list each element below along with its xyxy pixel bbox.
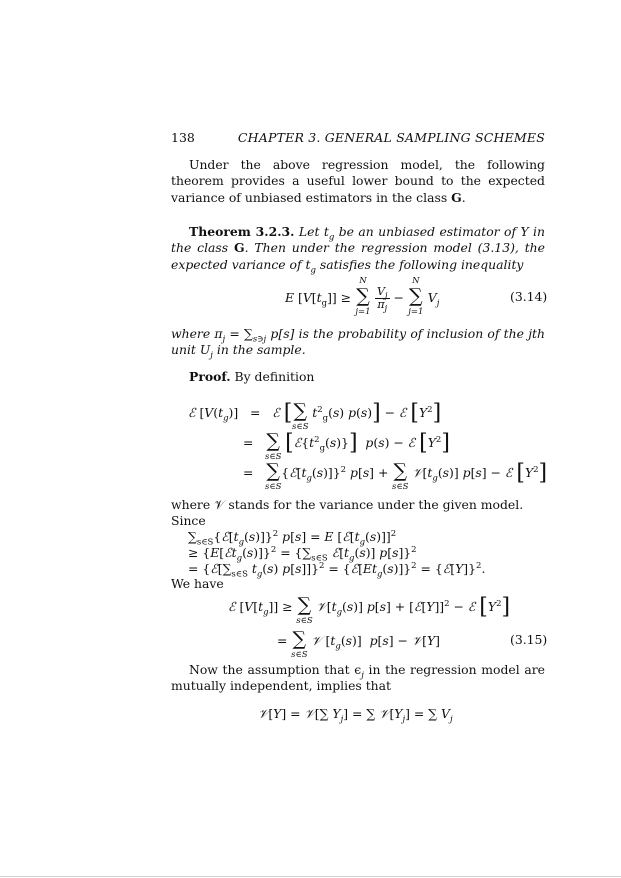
intro-paragraph: Under the above regression model, the following theorem provides a useful lower bound to the expected variance of unbiased estimators in the class G. — [171, 157, 545, 205]
theorem-statement: Theorem 3.2.3. Let $t_g$ be an unbiased estimator of Y in the class G. Then under the regression model (3.13), the expected variance of $t_g$ satisfies the following inequality — [171, 224, 545, 276]
page-bottom-edge — [0, 876, 621, 877]
final-equation: 𝒱[Y] = 𝒱[∑ $Y_j$] = ∑ $𝒱[Y_j]$ = ∑ $V_j$ — [258, 706, 453, 725]
page-number: 138 — [171, 130, 195, 145]
equation-number-3-15: (3.15) — [510, 632, 548, 647]
since-line-1: $\sum_{s\in S}\{ℰ[t_g(s)]\}^2$ p[s] = E $[ℰ[t_g(s)]]^2$ — [188, 528, 397, 548]
proof-label: Proof. — [189, 369, 231, 384]
we-have-line-1: ℰ $[V[t_g]]$ ≥ s∈S ∑ $𝒱[t_g(s)] p[s]$ + [ℰ[Y]]$^2$ − ℰ $[Y^2]$ — [228, 594, 511, 626]
chapter-title: CHAPTER 3. GENERAL SAMPLING SCHEMES — [237, 130, 545, 145]
since-line-3: = {$ℰ[\sum_{s\in S}$ $t_g(s) p[s]]\}^2$ = $\{ℰ[Et_g(s)]\}^2$ = {ℰ[Y]}$^2$. — [188, 560, 486, 580]
closing-paragraph: Now the assumption that $\epsilon_j$ in the regression model are mutually independent, implies that — [171, 662, 545, 694]
proof-intro: Proof. By definition — [189, 369, 315, 384]
equation-3-14: E $[V[t_g]]$ ≥ N ∑ j=1 $\frac{V_j}{\pi_j}$ − N ∑ j=1 $V_j$ — [285, 276, 440, 317]
inclusion-probability-note: where $\pi_j = \sum_{s∋j}$ p[s] is the probability of inclusion of the jth unit $U_j$ in the sample. — [171, 326, 545, 361]
equation-number-3-14: (3.14) — [510, 289, 548, 304]
proof-equation-line-2: = s∈S ∑ $[ℰ\{t^2_g(s)\}] p(s)$ − ℰ $[Y^2]$ — [243, 430, 450, 462]
we-have-line-2: = s∈S ∑ 𝒱 $[t_g(s)] p[s]$ − 𝒱[Y] — [277, 628, 441, 660]
running-head — [171, 130, 545, 146]
variance-note: where 𝒱 stands for the variance under the given model. — [171, 497, 524, 512]
since-label: Since — [171, 513, 206, 528]
theorem-label: Theorem 3.2.3. — [189, 224, 295, 239]
proof-equation-line-3: = s∈S $\sum\{ℰ[t_g(s)]\}^2$ p[s] + s∈S ∑ $𝒱[t_g(s)] p[s]$ − ℰ $[Y^2]$ — [243, 460, 548, 492]
we-have-label: We have — [171, 576, 224, 591]
since-line-2: ≥ {E[ℰt$_g$(s)]}$^2$ = {$\sum_{s\in S}$ $ℰ[t_g(s)]$ p[s]}$^2$ — [188, 544, 417, 564]
proof-equation-line-1: ℰ $[V(t_g)]$ = ℰ [ s∈S ∑ $t^2_g(s) p(s)$] − ℰ $[Y^2]$ — [188, 400, 442, 432]
